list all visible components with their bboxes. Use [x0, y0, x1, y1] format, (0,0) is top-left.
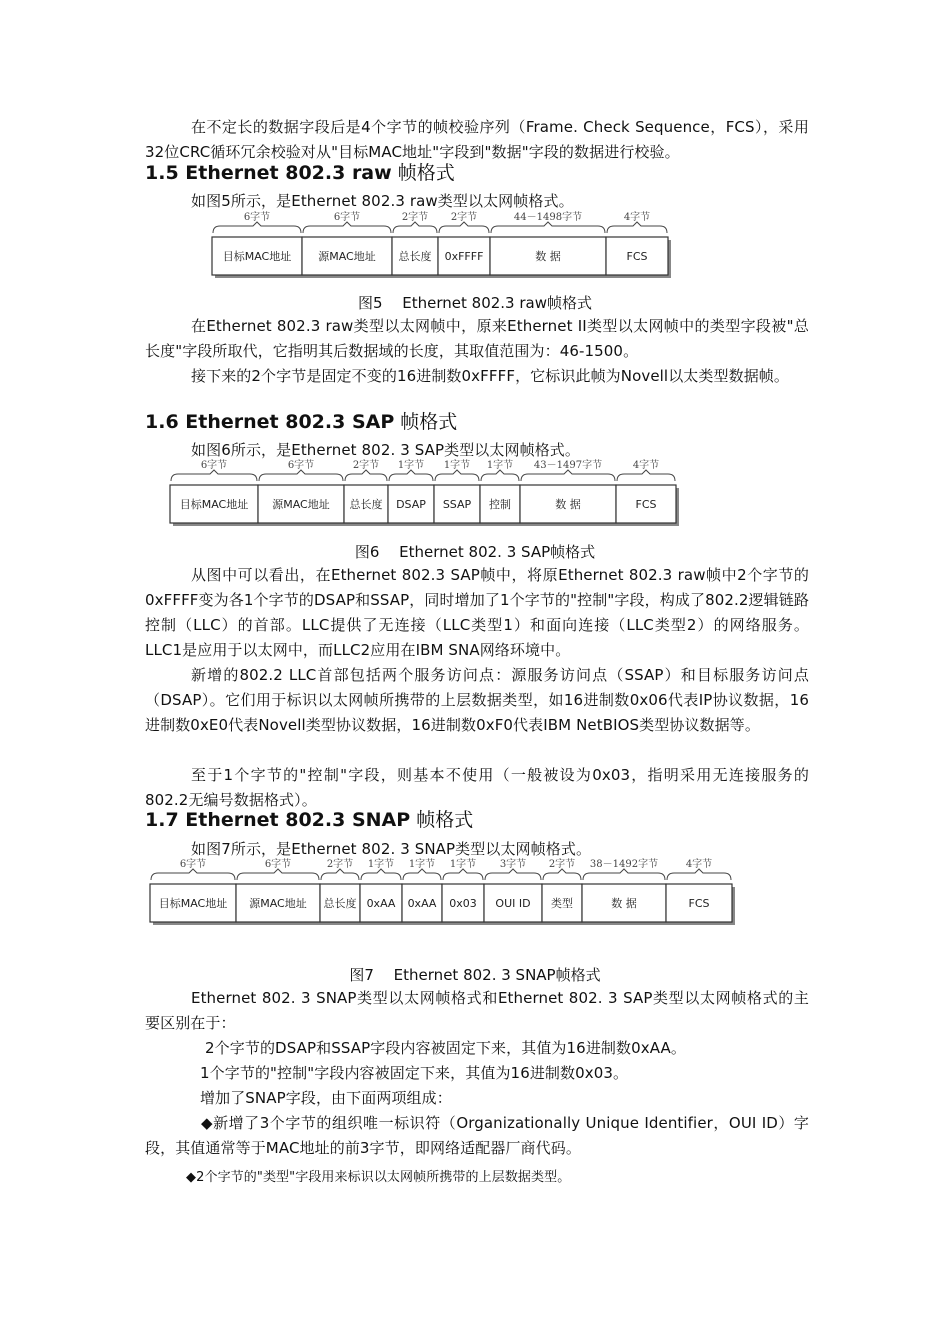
caption-figure-7: 图7 Ethernet 802. 3 SNAP帧格式 — [349, 966, 601, 984]
field-label: 源MAC地址 — [318, 250, 376, 263]
field-label: 源MAC地址 — [272, 498, 330, 511]
field-size-label: 4字节 — [632, 460, 660, 471]
field-brace — [443, 869, 483, 880]
field-label: 源MAC地址 — [249, 897, 307, 910]
field-size-label: 6字节 — [287, 460, 315, 471]
field-size-label: 6字节 — [243, 212, 271, 223]
field-size-label: 4字节 — [623, 212, 651, 223]
field-brace — [389, 470, 433, 481]
field-size-label: 2字节 — [352, 460, 380, 471]
field-size-label: 4字节 — [685, 859, 713, 870]
field-size-label: 6字节 — [333, 212, 361, 223]
field-brace — [543, 869, 581, 880]
heading-1-5-bold: 1.5 Ethernet 802.3 raw — [145, 162, 392, 184]
field-size-label: 3字节 — [499, 859, 527, 870]
heading-1-7-tail: 帧格式 — [410, 809, 474, 831]
field-size-label: 6字节 — [200, 460, 228, 471]
field-brace — [617, 470, 675, 481]
field-label: 0x03 — [449, 897, 477, 910]
field-brace — [237, 869, 319, 880]
field-label: 目标MAC地址 — [158, 897, 228, 910]
paragraph-fig7-intro: 如图7所示，是Ethernet 802. 3 SNAP类型以太网帧格式。 — [191, 840, 592, 858]
caption-figure-6: 图6 Ethernet 802. 3 SAP帧格式 — [354, 543, 596, 561]
field-label: FCS — [688, 897, 710, 910]
field-brace — [303, 222, 391, 233]
caption-figure-5: 图5 Ethernet 802.3 raw帧格式 — [357, 294, 593, 312]
field-brace — [171, 470, 257, 481]
field-label: 目标MAC地址 — [179, 498, 249, 511]
field-label: 数 据 — [535, 250, 561, 263]
field-brace — [607, 222, 667, 233]
field-size-label: 2字节 — [326, 859, 354, 870]
paragraph-sap-1: 从图中可以看出，在Ethernet 802.3 SAP帧中，将原Ethernet 802.3 raw帧中2个字节的0xFFFF变为各1个字节的DSAP和SSAP，同时增加了1个字节的"控制"字段，构成了802.2逻辑链路控制（LLC）的首部。LLC提供了无连接（LLC类型1）和面向连接（LLC类型2）的网络服务。LLC1是应用于以太网中，而LLC2应用在IBM SNA网络环境中。 — [145, 566, 809, 659]
field-label: 总长度 — [323, 897, 357, 910]
field-size-label: 43－1497字节 — [533, 460, 603, 471]
field-size-label: 1字节 — [443, 460, 471, 471]
field-brace — [485, 869, 541, 880]
paragraph-fig6-intro: 如图6所示，是Ethernet 802. 3 SAP类型以太网帧格式。 — [191, 441, 581, 459]
field-size-label: 2字节 — [450, 212, 478, 223]
paragraph-raw-1: 在Ethernet 802.3 raw类型以太网帧中，原来Ethernet II类型以太网帧中的类型字段被"总长度"字段所取代，它指明其后数据域的长度，其取值范围为：46-1500。 — [145, 317, 809, 360]
field-brace — [439, 222, 489, 233]
field-brace — [151, 869, 235, 880]
field-size-label: 2字节 — [548, 859, 576, 870]
heading-1-5-tail: 帧格式 — [391, 162, 455, 184]
heading-1-6-tail: 帧格式 — [394, 411, 458, 433]
field-brace — [481, 470, 519, 481]
paragraph-fcs: 在不定长的数据字段后是4个字节的帧校验序列（Frame. Check Sequence，FCS），采用32位CRC循环冗余校验对从"目标MAC地址"字段到"数据"字段的数据进行校验。 — [145, 118, 809, 161]
field-label: 类型 — [551, 897, 573, 910]
field-size-label: 44－1498字节 — [513, 212, 583, 223]
field-size-label: 1字节 — [486, 460, 514, 471]
field-label: 0xFFFF — [444, 250, 484, 263]
field-label: 0xAA — [366, 897, 396, 910]
field-brace — [321, 869, 359, 880]
paragraph-sap-3: 至于1个字节的"控制"字段，则基本不使用（一般被设为0x03，指明采用无连接服务的802.2无编号数据格式）。 — [145, 766, 809, 809]
field-brace — [491, 222, 605, 233]
field-label: 控制 — [489, 498, 511, 511]
heading-1-6 — [145, 410, 457, 434]
field-label: 0xAA — [407, 897, 437, 910]
field-label: 总长度 — [398, 250, 432, 263]
field-brace — [667, 869, 731, 880]
field-label: 数 据 — [555, 498, 581, 511]
field-label: OUI ID — [495, 897, 531, 910]
heading-1-7-bold: 1.7 Ethernet 802.3 SNAP — [145, 809, 411, 831]
field-brace — [393, 222, 437, 233]
heading-1-7 — [145, 808, 473, 832]
field-size-label: 6字节 — [179, 859, 207, 870]
field-label: 目标MAC地址 — [222, 250, 292, 263]
field-brace — [435, 470, 479, 481]
paragraph-snap-1: Ethernet 802. 3 SNAP类型以太网帧格式和Ethernet 802. 3 SAP类型以太网帧格式的主要区别在于： — [145, 989, 809, 1032]
field-brace — [583, 869, 665, 880]
paragraph-snap-3: 1个字节的"控制"字段内容被固定下来，其值为16进制数0x03。 — [200, 1064, 629, 1082]
figure-7-frame-diagram — [148, 859, 740, 928]
field-label: FCS — [626, 250, 648, 263]
field-label: SSAP — [442, 498, 472, 511]
field-size-label: 1字节 — [408, 859, 436, 870]
paragraph-raw-2: 接下来的2个字节是固定不变的16进制数0xFFFF，它标识此帧为Novell以太类型数据帧。 — [191, 367, 790, 385]
paragraph-snap-5: ◆新增了3个字节的组织唯一标识符（Organizationally Unique Identifier，OUI ID）字段，其值通常等于MAC地址的前3字节，即网络适配器厂商代码。 — [145, 1114, 809, 1157]
field-brace — [213, 222, 301, 233]
field-size-label: 2字节 — [401, 212, 429, 223]
field-label: FCS — [635, 498, 657, 511]
field-label: 数 据 — [611, 897, 637, 910]
field-size-label: 6字节 — [264, 859, 292, 870]
field-label: DSAP — [396, 498, 426, 511]
field-label: 总长度 — [349, 498, 383, 511]
field-brace — [345, 470, 387, 481]
field-size-label: 1字节 — [367, 859, 395, 870]
paragraph-fig5-intro: 如图5所示，是Ethernet 802.3 raw类型以太网帧格式。 — [191, 192, 574, 210]
field-brace — [403, 869, 441, 880]
field-size-label: 1字节 — [397, 460, 425, 471]
field-brace — [361, 869, 401, 880]
figure-6-frame-diagram — [168, 460, 678, 529]
field-brace — [521, 470, 615, 481]
paragraph-snap-6: ◆2个字节的"类型"字段用来标识以太网帧所携带的上层数据类型。 — [186, 1170, 571, 1185]
field-size-label: 38－1492字节 — [589, 859, 659, 870]
paragraph-snap-2: 2个字节的DSAP和SSAP字段内容被固定下来，其值为16进制数0xAA。 — [205, 1039, 686, 1057]
heading-1-5 — [145, 161, 455, 185]
heading-1-6-bold: 1.6 Ethernet 802.3 SAP — [145, 411, 395, 433]
paragraph-sap-2: 新增的802.2 LLC首部包括两个服务访问点：源服务访问点（SSAP）和目标服务访问点（DSAP）。它们用于标识以太网帧所携带的上层数据类型，如16进制数0x06代表IP协议数据，16进制数0xE0代表Novell类型协议数据，16进制数0xF0代表IBM NetBIOS类型协议数据等。 — [145, 666, 809, 734]
field-brace — [259, 470, 343, 481]
field-size-label: 1字节 — [449, 859, 477, 870]
paragraph-snap-4: 增加了SNAP字段，由下面两项组成： — [200, 1089, 452, 1107]
figure-5-frame-diagram — [210, 213, 650, 281]
